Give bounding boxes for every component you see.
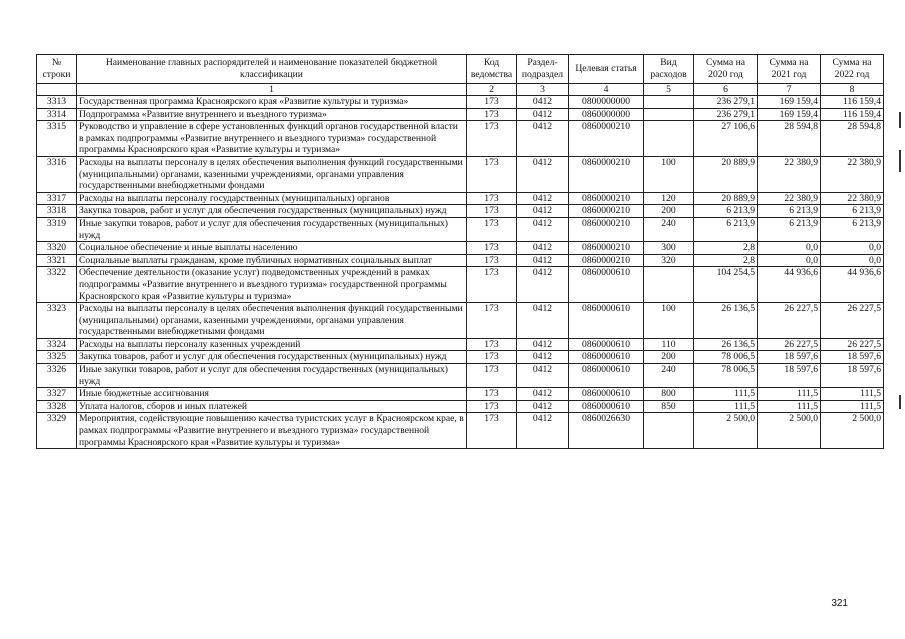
row-number: 3324 xyxy=(37,338,77,351)
row-number: 3314 xyxy=(37,108,77,121)
sum-2020: 20 889,9 xyxy=(694,156,758,192)
sum-2020: 236 279,1 xyxy=(694,108,758,121)
dept-code: 173 xyxy=(467,351,517,364)
expense-kind xyxy=(644,108,694,121)
budget-table xyxy=(36,54,884,449)
row-number: 3319 xyxy=(37,217,77,241)
row-name: Закупка товаров, работ и услуг для обеспечения государственных (муниципальных) нужд xyxy=(77,205,467,218)
row-number: 3317 xyxy=(37,192,77,205)
dept-code: 173 xyxy=(467,156,517,192)
sum-2021: 26 227,5 xyxy=(758,338,821,351)
column-number: 6 xyxy=(694,84,758,96)
sum-2022: 22 380,9 xyxy=(821,192,884,205)
sum-2022: 2 500,0 xyxy=(821,413,884,449)
sum-2021: 0,0 xyxy=(758,254,821,267)
page-number: 321 xyxy=(831,598,848,609)
row-name: Иные закупки товаров, работ и услуг для обеспечения государственных (муниципальных) нужд xyxy=(77,217,467,241)
expense-kind: 100 xyxy=(644,156,694,192)
expense-kind: 320 xyxy=(644,254,694,267)
table-row xyxy=(37,205,884,218)
expense-kind xyxy=(644,413,694,449)
header-dept: Код ведомства xyxy=(467,55,517,84)
expense-kind: 100 xyxy=(644,303,694,339)
target-article: 0860000000 xyxy=(569,108,644,121)
sum-2021: 169 159,4 xyxy=(758,96,821,109)
section-code: 0412 xyxy=(517,121,569,157)
budget-sheet xyxy=(36,54,883,449)
expense-kind: 800 xyxy=(644,388,694,401)
row-number: 3321 xyxy=(37,254,77,267)
sum-2020: 6 213,9 xyxy=(694,205,758,218)
dept-code: 173 xyxy=(467,338,517,351)
sum-2022: 0,0 xyxy=(821,242,884,255)
sum-2022: 18 597,6 xyxy=(821,351,884,364)
section-code: 0412 xyxy=(517,338,569,351)
header-sum-2021: Сумма на 2021 год xyxy=(758,55,821,84)
sum-2021: 22 380,9 xyxy=(758,192,821,205)
sum-2021: 22 380,9 xyxy=(758,156,821,192)
table-row xyxy=(37,108,884,121)
dept-code: 173 xyxy=(467,254,517,267)
section-code: 0412 xyxy=(517,96,569,109)
dept-code: 173 xyxy=(467,217,517,241)
target-article: 0860000210 xyxy=(569,205,644,218)
table-row xyxy=(37,400,884,413)
sum-2022: 111,5 xyxy=(821,400,884,413)
row-number: 3328 xyxy=(37,400,77,413)
table-row xyxy=(37,338,884,351)
sum-2022: 116 159,4 xyxy=(821,108,884,121)
sum-2021: 0,0 xyxy=(758,242,821,255)
sum-2020: 20 889,9 xyxy=(694,192,758,205)
sum-2022: 0,0 xyxy=(821,254,884,267)
sum-2020: 78 006,5 xyxy=(694,351,758,364)
scan-edge-mark xyxy=(899,150,901,172)
target-article: 0860000210 xyxy=(569,254,644,267)
sum-2020: 104 254,5 xyxy=(694,267,758,303)
target-article: 0860000610 xyxy=(569,351,644,364)
expense-kind: 240 xyxy=(644,217,694,241)
table-row xyxy=(37,242,884,255)
sum-2022: 6 213,9 xyxy=(821,217,884,241)
header-name: Наименование главных распорядителей и наименование показателей бюджетной классификации xyxy=(77,55,467,84)
row-number: 3315 xyxy=(37,121,77,157)
scan-edge-mark xyxy=(899,395,901,409)
target-article: 0860000610 xyxy=(569,388,644,401)
sum-2020: 111,5 xyxy=(694,400,758,413)
sum-2022: 22 380,9 xyxy=(821,156,884,192)
dept-code: 173 xyxy=(467,192,517,205)
column-number xyxy=(37,84,77,96)
sum-2021: 169 159,4 xyxy=(758,108,821,121)
row-name: Руководство и управление в сфере установленных функций органов государственной власти в рамках подпрограммы «Развитие внутреннего и въездного туризма» государственной программы Красноярского края «Развитие культуры и туризма» xyxy=(77,121,467,157)
target-article: 0800000000 xyxy=(569,96,644,109)
column-number: 4 xyxy=(569,84,644,96)
dept-code: 173 xyxy=(467,108,517,121)
sum-2022: 26 227,5 xyxy=(821,303,884,339)
section-code: 0412 xyxy=(517,108,569,121)
sum-2021: 44 936,6 xyxy=(758,267,821,303)
header-sum-2020: Сумма на 2020 год xyxy=(694,55,758,84)
table-row xyxy=(37,364,884,388)
row-name: Расходы на выплаты персоналу в целях обеспечения выполнения функций государственными (муниципальными) органами, казенными учреждениями, органами управления государственными внебюджетными фондами xyxy=(77,303,467,339)
table-row xyxy=(37,413,884,449)
target-article: 0860000210 xyxy=(569,192,644,205)
expense-kind: 200 xyxy=(644,351,694,364)
sum-2022: 28 594,8 xyxy=(821,121,884,157)
sum-2020: 6 213,9 xyxy=(694,217,758,241)
sum-2021: 111,5 xyxy=(758,400,821,413)
table-row xyxy=(37,267,884,303)
section-code: 0412 xyxy=(517,205,569,218)
row-name: Иные бюджетные ассигнования xyxy=(77,388,467,401)
target-article: 0860000210 xyxy=(569,217,644,241)
row-number: 3320 xyxy=(37,242,77,255)
row-name: Расходы на выплаты персоналу государственных (муниципальных) органов xyxy=(77,192,467,205)
expense-kind: 850 xyxy=(644,400,694,413)
sum-2022: 116 159,4 xyxy=(821,96,884,109)
header-sum-2022: Сумма на 2022 год xyxy=(821,55,884,84)
column-number: 5 xyxy=(644,84,694,96)
expense-kind: 120 xyxy=(644,192,694,205)
target-article: 0860000210 xyxy=(569,242,644,255)
section-code: 0412 xyxy=(517,267,569,303)
sum-2021: 6 213,9 xyxy=(758,205,821,218)
table-row xyxy=(37,303,884,339)
row-number: 3316 xyxy=(37,156,77,192)
expense-kind xyxy=(644,267,694,303)
dept-code: 173 xyxy=(467,400,517,413)
target-article: 0860026630 xyxy=(569,413,644,449)
sum-2020: 27 106,6 xyxy=(694,121,758,157)
table-row xyxy=(37,351,884,364)
row-number: 3329 xyxy=(37,413,77,449)
row-number: 3325 xyxy=(37,351,77,364)
section-code: 0412 xyxy=(517,192,569,205)
row-number: 3313 xyxy=(37,96,77,109)
scan-edge-mark xyxy=(899,112,901,128)
header-row-no: № строки xyxy=(37,55,77,84)
target-article: 0860000210 xyxy=(569,156,644,192)
row-name: Государственная программа Красноярского края «Развитие культуры и туризма» xyxy=(77,96,467,109)
expense-kind: 110 xyxy=(644,338,694,351)
dept-code: 173 xyxy=(467,364,517,388)
expense-kind: 200 xyxy=(644,205,694,218)
sum-2021: 111,5 xyxy=(758,388,821,401)
section-code: 0412 xyxy=(517,351,569,364)
sum-2022: 26 227,5 xyxy=(821,338,884,351)
table-row xyxy=(37,254,884,267)
column-number: 2 xyxy=(467,84,517,96)
table-row xyxy=(37,121,884,157)
target-article: 0860000610 xyxy=(569,400,644,413)
sum-2021: 18 597,6 xyxy=(758,351,821,364)
dept-code: 173 xyxy=(467,242,517,255)
section-code: 0412 xyxy=(517,242,569,255)
column-number: 7 xyxy=(758,84,821,96)
section-code: 0412 xyxy=(517,156,569,192)
expense-kind: 300 xyxy=(644,242,694,255)
row-name: Расходы на выплаты персоналу казенных учреждений xyxy=(77,338,467,351)
sum-2020: 236 279,1 xyxy=(694,96,758,109)
sum-2021: 6 213,9 xyxy=(758,217,821,241)
header-kind: Вид расходов xyxy=(644,55,694,84)
section-code: 0412 xyxy=(517,413,569,449)
section-code: 0412 xyxy=(517,364,569,388)
sum-2021: 28 594,8 xyxy=(758,121,821,157)
row-name: Расходы на выплаты персоналу в целях обеспечения выполнения функций государственными (муниципальными) органами, казенными учреждениями, органами управления государственными внебюджетными фондами xyxy=(77,156,467,192)
row-name: Уплата налогов, сборов и иных платежей xyxy=(77,400,467,413)
sum-2021: 26 227,5 xyxy=(758,303,821,339)
sum-2022: 111,5 xyxy=(821,388,884,401)
section-code: 0412 xyxy=(517,388,569,401)
column-number: 3 xyxy=(517,84,569,96)
target-article: 0860000610 xyxy=(569,303,644,339)
sum-2022: 44 936,6 xyxy=(821,267,884,303)
expense-kind xyxy=(644,121,694,157)
sum-2020: 26 136,5 xyxy=(694,303,758,339)
section-code: 0412 xyxy=(517,217,569,241)
section-code: 0412 xyxy=(517,400,569,413)
row-number: 3326 xyxy=(37,364,77,388)
column-number: 8 xyxy=(821,84,884,96)
dept-code: 173 xyxy=(467,96,517,109)
target-article: 0860000210 xyxy=(569,121,644,157)
dept-code: 173 xyxy=(467,413,517,449)
row-name: Иные закупки товаров, работ и услуг для обеспечения государственных (муниципальных) нужд xyxy=(77,364,467,388)
sum-2020: 2,8 xyxy=(694,242,758,255)
sum-2021: 18 597,6 xyxy=(758,364,821,388)
row-name: Закупка товаров, работ и услуг для обеспечения государственных (муниципальных) нужд xyxy=(77,351,467,364)
expense-kind xyxy=(644,96,694,109)
dept-code: 173 xyxy=(467,388,517,401)
table-row xyxy=(37,192,884,205)
table-row xyxy=(37,156,884,192)
dept-code: 173 xyxy=(467,205,517,218)
row-name: Социальные выплаты гражданам, кроме публичных нормативных социальных выплат xyxy=(77,254,467,267)
column-number-row xyxy=(37,84,884,96)
sum-2022: 18 597,6 xyxy=(821,364,884,388)
table-row xyxy=(37,217,884,241)
row-name: Мероприятия, содействующие повышению качества туристских услуг в Красноярском крае, в рамках подпрограммы «Развитие внутреннего и въездного туризма» государственной программы Красноярского края «Развитие культуры и туризма» xyxy=(77,413,467,449)
sum-2020: 2 500,0 xyxy=(694,413,758,449)
row-number: 3323 xyxy=(37,303,77,339)
table-row xyxy=(37,96,884,109)
target-article: 0860000610 xyxy=(569,338,644,351)
sum-2020: 78 006,5 xyxy=(694,364,758,388)
header-row xyxy=(37,55,884,84)
header-target: Целевая статья xyxy=(569,55,644,84)
target-article: 0860000610 xyxy=(569,364,644,388)
target-article: 0860000610 xyxy=(569,267,644,303)
sum-2020: 2,8 xyxy=(694,254,758,267)
row-name: Подпрограмма «Развитие внутреннего и въездного туризма» xyxy=(77,108,467,121)
row-number: 3327 xyxy=(37,388,77,401)
row-name: Социальное обеспечение и иные выплаты населению xyxy=(77,242,467,255)
section-code: 0412 xyxy=(517,303,569,339)
column-number: 1 xyxy=(77,84,467,96)
sum-2022: 6 213,9 xyxy=(821,205,884,218)
sum-2020: 111,5 xyxy=(694,388,758,401)
table-row xyxy=(37,388,884,401)
section-code: 0412 xyxy=(517,254,569,267)
row-number: 3322 xyxy=(37,267,77,303)
dept-code: 173 xyxy=(467,121,517,157)
dept-code: 173 xyxy=(467,267,517,303)
dept-code: 173 xyxy=(467,303,517,339)
row-number: 3318 xyxy=(37,205,77,218)
header-section: Раздел-подраздел xyxy=(517,55,569,84)
sum-2021: 2 500,0 xyxy=(758,413,821,449)
expense-kind: 240 xyxy=(644,364,694,388)
row-name: Обеспечение деятельности (оказание услуг) подведомственных учреждений в рамках подпрограммы «Развитие внутреннего и въездного туризма» государственной программы Красноярского края «Развитие культуры и туризма» xyxy=(77,267,467,303)
sum-2020: 26 136,5 xyxy=(694,338,758,351)
